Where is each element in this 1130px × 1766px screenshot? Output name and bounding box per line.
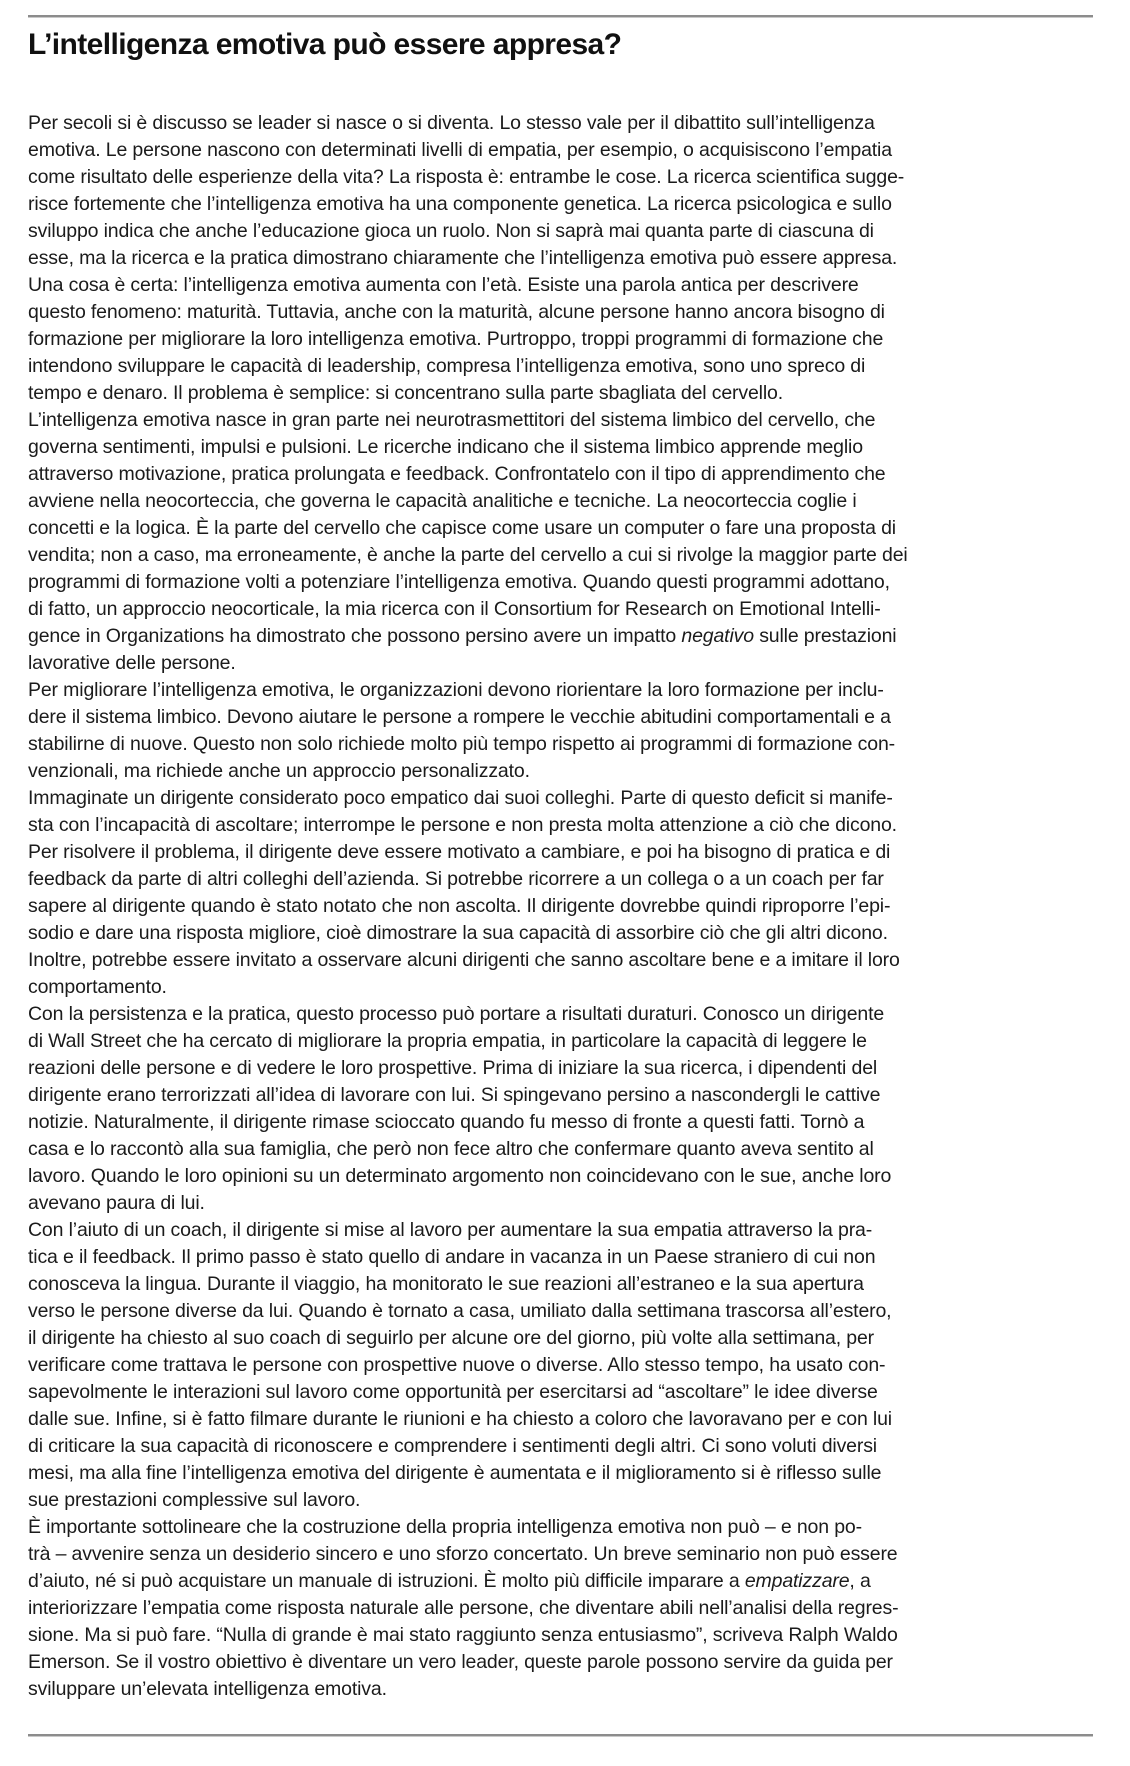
article-body-text: Per secoli si è discusso se leader si nasce o si diventa. Lo stesso vale per il dibattito sull’intelligenza emotiva. Le persone nascono con determinati livelli di empatia, per esempio, o acquisiscono l’empatia come risultato delle esperienze della vita? La risposta è: entrambe le cose. La ricerca scientifica sugge- risce fortemente che l’intelligenza emotiva ha una componente genetica. La ricerca psicologica e sullo sviluppo indica che anche l’educazione gioca un ruolo. Non si saprà mai quanta parte di ciascuna di esse, ma la ricerca e la pratica dimostrano chiaramente che l’intelligenza emotiva può essere appresa. Una cosa è certa: l’intelligenza emotiva aumenta con l’età. Esiste una parola antica per descrivere questo fenomeno: maturità. Tuttavia, anche con la maturità, alcune persone hanno ancora bisogno di formazione per migliorare la loro intelligenza emotiva. Purtroppo, troppi programmi di formazione che intendono sviluppare le capacità di leadership, compresa l’intelligenza emotiva, sono uno spreco di tempo e denaro. Il problema è semplice: si concentrano sulla parte sbagliata del cervello. L’intelligenza emotiva nasce in gran parte nei neurotrasmettitori del sistema limbico del cervello, che governa sentimenti, impulsi e pulsioni. Le ricerche indicano che il sistema limbico apprende meglio attraverso motivazione, pratica prolungata e feedback. Confrontatelo con il tipo di apprendimento che avviene nella neocorteccia, che governa le capacità analitiche e tecniche. La neocorteccia coglie i concetti e la logica. È la parte del cervello che capisce come usare un computer o fare una proposta di vendita; non a caso, ma erroneamente, è anche la parte del cervello a cui si rivolge la maggior parte dei programmi di formazione volti a potenziare l’intelligenza emotiva. Quando questi programmi adottano, di fatto, un approccio neocorticale, la mia ricerca con il Consortium for Research on Emotional Intelli- gence in Organizations ha dimostrato che possono persino avere un impatto negativo sulle prestazioni lavorative delle persone. Per migliorare l’intelligenza emotiva, le organizzazioni devono riorientare la loro formazione per inclu- dere il sistema limbico. Devono aiutare le persone a rompere le vecchie abitudini comportamentali e a stabilirne di nuove. Questo non solo richiede molto più tempo rispetto ai programmi di formazione con- venzionali, ma richiede anche un approccio personalizzato. Immaginate un dirigente considerato poco empatico dai suoi colleghi. Parte di questo deficit si manife- sta con l’incapacità di ascoltare; interrompe le persone e non presta molta attenzione a ciò che dicono. Per risolvere il problema, il dirigente deve essere motivato a cambiare, e poi ha bisogno di pratica e di feedback da parte di altri colleghi dell’azienda. Si potrebbe ricorrere a un collega o a un coach per far sapere al dirigente quando è stato notato che non ascolta. Il dirigente dovrebbe quindi riproporre l’epi- sodio e dare una risposta migliore, cioè dimostrare la sua capacità di assorbire ciò che gli altri dicono. Inoltre, potrebbe essere invitato a osservare alcuni dirigenti che sanno ascoltare bene e a imitare il loro comportamento. Con la persistenza e la pratica, questo processo può portare a risultati duraturi. Conosco un dirigente di Wall Street che ha cercato di migliorare la propria empatia, in particolare la capacità di leggere le reazioni delle persone e di vedere le loro prospettive. Prima di iniziare la sua ricerca, i dipendenti del dirigente erano terrorizzati all’idea di lavorare con lui. Si spingevano persino a nascondergli le cattive notizie. Naturalmente, il dirigente rimase scioccato quando fu messo di fronte a questi fatti. Tornò a casa e lo raccontò alla sua famiglia, che però non fece altro che confermare quanto aveva sentito al lavoro. Quando le loro opinioni su un determinato argomento non coincidevano con le sue, anche loro avevano paura di lui. Con l’aiuto di un coach, il dirigente si mise al lavoro per aumentare la sua empatia attraverso la pra- tica e il feedback. Il primo passo è stato quello di andare in vacanza in un Paese straniero di cui non conosceva la lingua. Durante il viaggio, ha monitorato le sue reazioni all’estraneo e la sua apertura verso le persone diverse da lui. Quando è tornato a casa, umiliato dalla settimana trascorsa all’estero, il dirigente ha chiesto al suo coach di seguirlo per alcune ore del giorno, più volte alla settimana, per verificare come trattava le persone con prospettive nuove o diverse. Allo stesso tempo, ha usato con- sapevolmente le interazioni sul lavoro come opportunità per esercitarsi ad “ascoltare” le idee diverse dalle sue. Infine, si è fatto filmare durante le riunioni e ha chiesto a coloro che lavoravano per e con lui di criticare la sua capacità di riconoscere e comprendere i sentimenti degli altri. Ci sono voluti diversi mesi, ma alla fine l’intelligenza emotiva del dirigente è aumentata e il miglioramento si è riflesso sulle sue prestazioni complessive sul lavoro. È importante sottolineare che la costruzione della propria intelligenza emotiva non può – e non po- trà – avvenire senza un desiderio sincero e uno sforzo concertato. Un breve seminario non può essere d’aiuto, né si può acquistare un manuale di istruzioni. È molto più difficile imparare a empatizzare, a interiorizzare l’empatia come risposta naturale alle persone, che diventare abili nell’analisi della regres- sione. Ma si può fare. “Nulla di grande è mai stato raggiunto senza entusiasmo”, scriveva Ralph Waldo Emerson. Se il vostro obiettivo è diventare un vero leader, queste parole possono servire da guida per sviluppare un’elevata intelligenza emotiva.	[28, 112, 908, 1700]
top-divider	[28, 15, 1093, 18]
bottom-divider	[28, 1734, 1093, 1737]
page-title: L’intelligenza emotiva può essere appresa?	[28, 28, 622, 61]
